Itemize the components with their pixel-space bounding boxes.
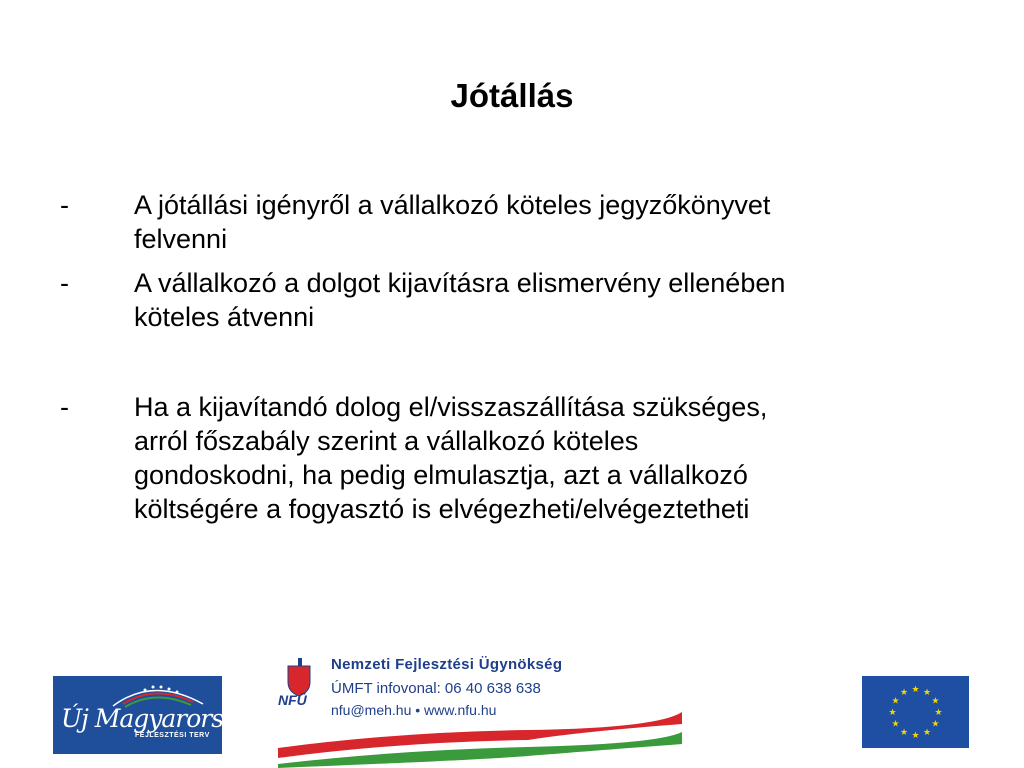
eu-star-icon: ★ — [888, 707, 897, 717]
bullet-marker: - — [60, 392, 69, 422]
bullet-item — [56, 390, 976, 526]
nfu-phone: ÚMFT infovonal: 06 40 638 638 — [331, 680, 541, 697]
bullet-line: köteles átvenni — [134, 302, 315, 332]
bullet-text — [134, 266, 976, 334]
bullet-marker: - — [60, 190, 69, 220]
eu-star-icon: ★ — [891, 718, 900, 729]
bullet-item — [56, 266, 976, 334]
eu-star-icon: ★ — [922, 687, 932, 698]
bullet-line: Ha a kijavítandó dolog el/visszaszállítása szükséges, — [134, 392, 768, 422]
bullet-list — [56, 188, 976, 526]
slide-title: Jótállás — [450, 77, 574, 114]
eu-star-icon: ★ — [911, 730, 920, 740]
eu-star-icon: ★ — [911, 684, 920, 694]
nfu-agency-name: Nemzeti Fejlesztési Ügynökség — [331, 656, 563, 673]
bullet-line: gondoskodni, ha pedig elmulasztja, azt a vállalkozó — [134, 460, 748, 490]
logo-subtitle: FEJLESZTÉSI TERV — [135, 732, 210, 739]
nfu-contact: nfu@meh.hu • www.nfu.hu — [331, 702, 497, 718]
eu-star-icon: ★ — [899, 687, 909, 698]
bullet-line: költségére a fogyasztó is elvégezheti/elvégeztetheti — [134, 494, 750, 524]
eu-star-icon: ★ — [931, 718, 940, 729]
bullet-item — [56, 188, 976, 256]
bullet-text — [134, 188, 976, 256]
logo-script-text: Új Magyarország — [61, 704, 265, 733]
eu-stars-icon — [862, 676, 969, 748]
eu-star-icon: ★ — [934, 707, 943, 717]
nfu-logo — [278, 652, 686, 768]
eu-flag — [862, 676, 969, 748]
bullet-line: A jótállási igényről a vállalkozó köteles jegyzőkönyvet — [134, 190, 771, 220]
bullet-line: felvenni — [134, 224, 228, 254]
uj-magyarorszag-logo — [53, 676, 265, 754]
eu-star-icon: ★ — [922, 726, 932, 737]
bullet-marker: - — [60, 268, 69, 298]
bullet-text — [134, 390, 976, 526]
eu-star-icon: ★ — [899, 726, 909, 737]
bullet-line: arról főszabály szerint a vállalkozó köteles — [134, 426, 639, 456]
eu-star-icon: ★ — [891, 695, 900, 706]
eu-star-icon: ★ — [931, 695, 940, 706]
bullet-line: A vállalkozó a dolgot kijavításra elismervény ellenében — [134, 268, 786, 298]
nfu-mark: NFÜ — [278, 692, 307, 708]
